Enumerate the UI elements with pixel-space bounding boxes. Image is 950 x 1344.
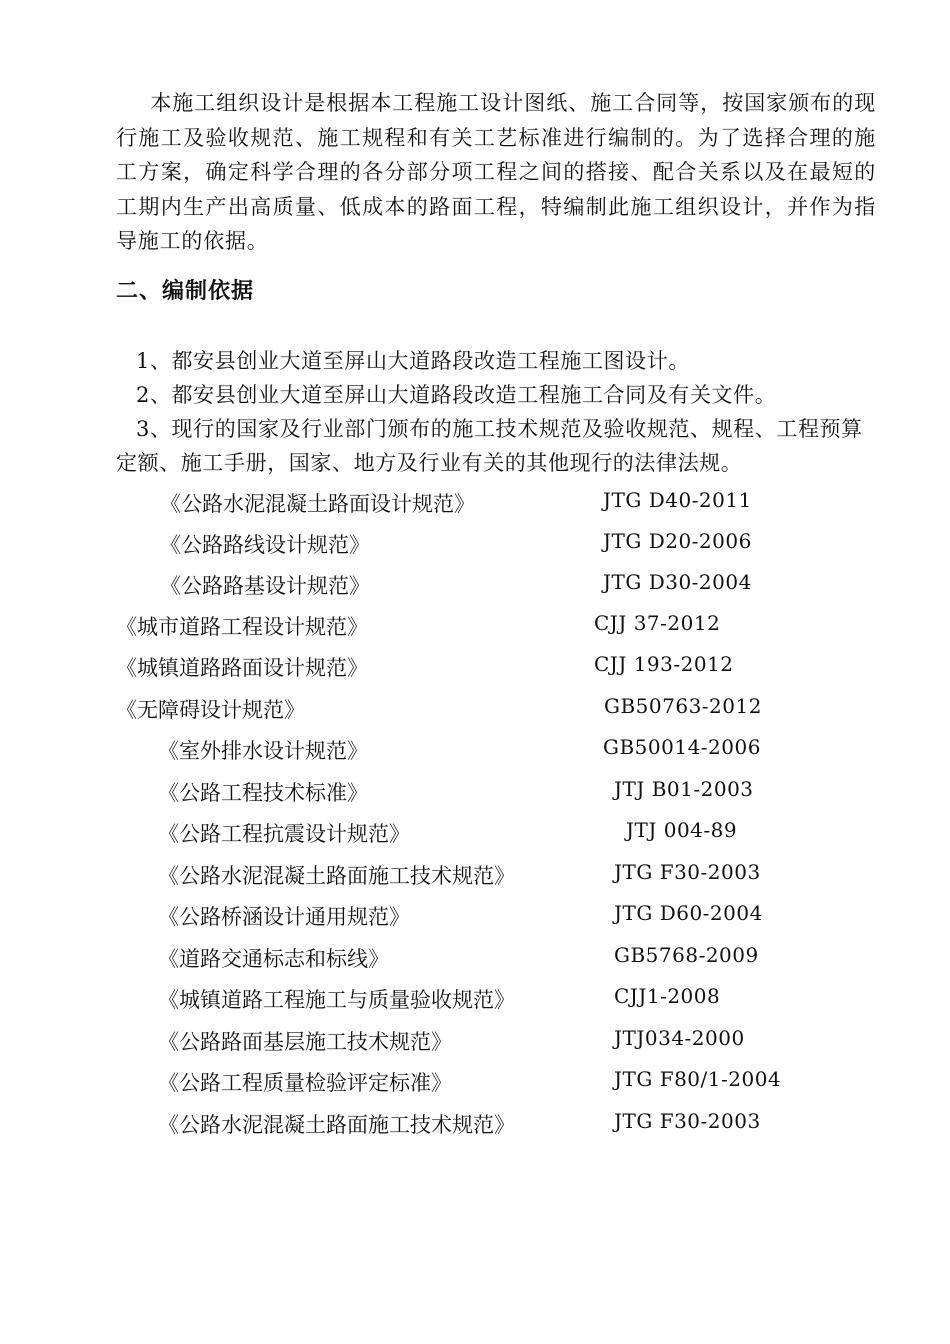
standard-row xyxy=(0,901,950,931)
standard-code: JTJ 004-89 xyxy=(626,818,738,842)
standard-row xyxy=(0,1026,950,1056)
standard-name: 《城镇道路工程施工与质量验收规范》 xyxy=(158,988,515,1012)
standard-code: JTG D40-2011 xyxy=(603,488,752,512)
standard-row xyxy=(0,529,950,559)
standard-name: 《公路水泥混凝土路面设计规范》 xyxy=(160,492,475,516)
standard-row xyxy=(0,1109,950,1139)
standard-code: GB50763-2012 xyxy=(604,694,762,718)
standard-row xyxy=(0,1067,950,1097)
section-heading: 二、编制依据 xyxy=(116,279,255,304)
standard-name: 《城镇道路路面设计规范》 xyxy=(116,656,368,680)
standard-row xyxy=(0,860,950,890)
intro-text: 本施工组织设计是根据本工程施工设计图纸、施工合同等，按国家颁布的现行施工及验收规范、施工规程和有关工艺标准进行编制的。为了选择合理的施工方案，确定科学合理的各分部分项工程之间的搭接、配合关系以及在最短的工期内生产出高质量、低成本的路面工程，特编制此施工组织设计，并作为指导施工的依据。 xyxy=(116,91,876,253)
standard-row xyxy=(0,694,950,724)
standard-code: JTG D60-2004 xyxy=(614,901,763,925)
standard-row xyxy=(0,735,950,765)
standard-name: 《公路桥涵设计通用规范》 xyxy=(158,905,410,929)
standard-code: GB50014-2006 xyxy=(603,735,761,759)
standard-code: JTG F30-2003 xyxy=(614,860,761,884)
standard-name: 《室外排水设计规范》 xyxy=(158,739,368,763)
standard-name: 《公路工程技术标准》 xyxy=(158,781,368,805)
standard-name: 《无障碍设计规范》 xyxy=(116,698,305,722)
standard-name: 《公路工程质量检验评定标准》 xyxy=(158,1071,452,1095)
standard-row xyxy=(0,943,950,973)
standard-row xyxy=(0,818,950,848)
basis-item-2: 2、都安县创业大道至屏山大道路段改造工程施工合同及有关文件。 xyxy=(136,383,777,407)
standard-row xyxy=(0,611,950,641)
standard-row xyxy=(0,652,950,682)
standard-name: 《道路交通标志和标线》 xyxy=(158,947,389,971)
standard-row xyxy=(0,570,950,600)
standard-name: 《公路路线设计规范》 xyxy=(160,533,370,557)
standard-name: 《城市道路工程设计规范》 xyxy=(116,615,368,639)
standard-code: JTG F80/1-2004 xyxy=(614,1067,782,1091)
standard-name: 《公路路基设计规范》 xyxy=(160,574,370,598)
standard-code: JTG D20-2006 xyxy=(603,529,752,553)
standard-code: JTG F30-2003 xyxy=(614,1109,761,1133)
standard-name: 《公路路面基层施工技术规范》 xyxy=(158,1030,452,1054)
intro-paragraph xyxy=(116,86,876,259)
standard-code: JTJ B01-2003 xyxy=(614,777,754,801)
standard-row xyxy=(0,488,950,518)
standard-code: JTJ034-2000 xyxy=(614,1026,745,1050)
standard-row xyxy=(0,777,950,807)
standard-row xyxy=(0,984,950,1014)
standard-code: CJJ 193-2012 xyxy=(594,652,734,676)
standard-name: 《公路水泥混凝土路面施工技术规范》 xyxy=(158,864,515,888)
standard-code: CJJ 37-2012 xyxy=(594,611,721,635)
standard-name: 《公路工程抗震设计规范》 xyxy=(158,822,410,846)
standard-name: 《公路水泥混凝土路面施工技术规范》 xyxy=(158,1113,515,1137)
standard-code: JTG D30-2004 xyxy=(603,570,752,594)
standard-code: CJJ1-2008 xyxy=(614,984,721,1008)
basis-item-1: 1、都安县创业大道至屏山大道路段改造工程施工图设计。 xyxy=(136,349,690,373)
standard-code: GB5768-2009 xyxy=(614,943,759,967)
basis-item-3: 3、现行的国家及行业部门颁布的施工技术规范及验收规范、规程、工程预算定额、施工手册，国家、地方及行业有关的其他现行的法律法规。 xyxy=(116,417,863,475)
